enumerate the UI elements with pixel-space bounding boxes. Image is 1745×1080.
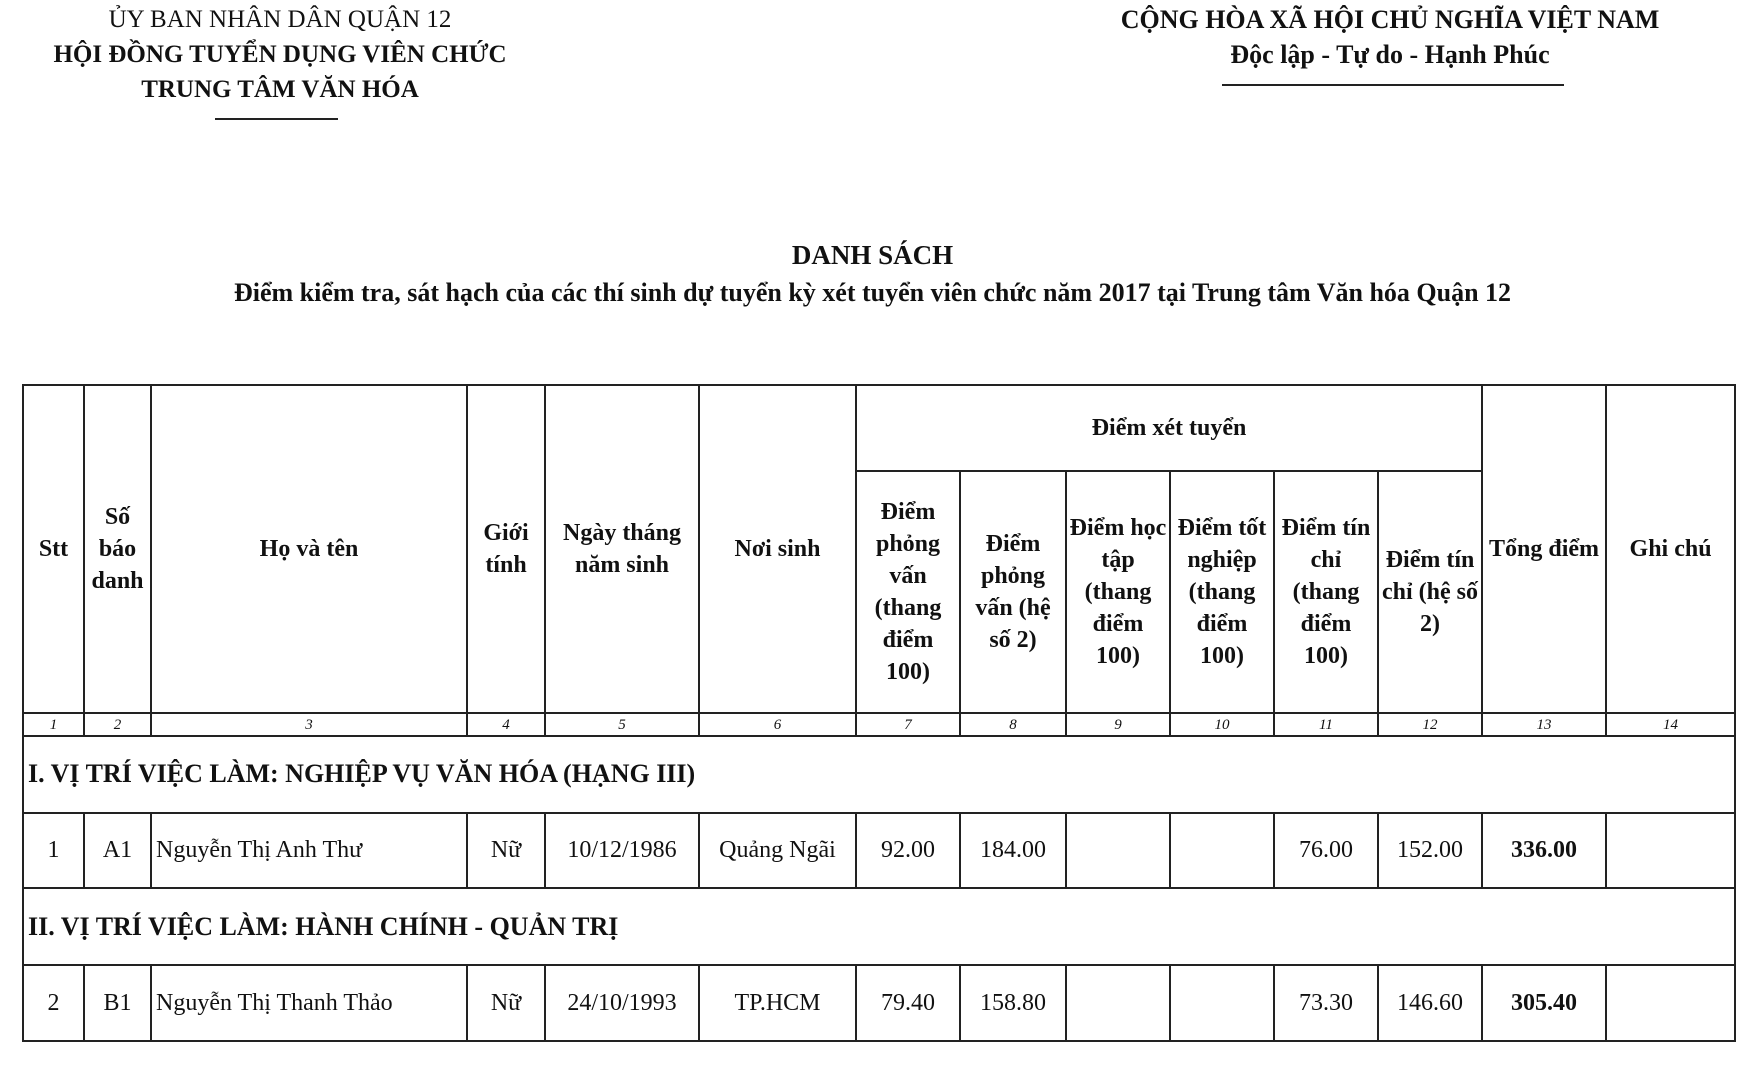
header-total: Tổng điểm	[1482, 385, 1606, 713]
column-number: 3	[151, 713, 467, 735]
section-row	[23, 736, 1735, 813]
header-right	[1100, 2, 1680, 72]
header-note: Ghi chú	[1606, 385, 1735, 713]
header-interview: Điểm phỏng vấn (thang điểm 100)	[856, 471, 960, 714]
column-number: 11	[1274, 713, 1378, 735]
section-row	[23, 888, 1735, 965]
header-credit: Điểm tín chỉ (thang điểm 100)	[1274, 471, 1378, 714]
cell-note	[1606, 965, 1735, 1041]
column-number: 1	[23, 713, 84, 735]
header-left	[20, 2, 540, 107]
cell-dob: 24/10/1993	[545, 965, 699, 1041]
table-row	[23, 813, 1735, 889]
header-gender: Giới tính	[467, 385, 545, 713]
header-sbd: Số báo danh	[84, 385, 151, 713]
cell-gender: Nữ	[467, 965, 545, 1041]
cell-interview-x2: 184.00	[960, 813, 1066, 889]
column-number: 6	[699, 713, 856, 735]
cell-interview-x2: 158.80	[960, 965, 1066, 1041]
column-number: 12	[1378, 713, 1482, 735]
header-row-1	[23, 385, 1735, 471]
column-number-row	[23, 713, 1735, 735]
cell-note	[1606, 813, 1735, 889]
cell-study	[1066, 965, 1170, 1041]
header-name: Họ và tên	[151, 385, 467, 713]
cell-graduation	[1170, 813, 1274, 889]
motto: Độc lập - Tự do - Hạnh Phúc	[1230, 40, 1550, 69]
column-number: 8	[960, 713, 1066, 735]
cell-sbd: B1	[84, 965, 151, 1041]
column-number: 4	[467, 713, 545, 735]
cell-stt: 1	[23, 813, 84, 889]
header-stt: Stt	[23, 385, 84, 713]
header-credit-x2: Điểm tín chỉ (hệ số 2)	[1378, 471, 1482, 714]
cell-credit-x2: 146.60	[1378, 965, 1482, 1041]
column-number: 10	[1170, 713, 1274, 735]
section-title: I. VỊ TRÍ VIỆC LÀM: NGHIỆP VỤ VĂN HÓA (HẠNG III)	[23, 736, 1735, 813]
cell-credit: 73.30	[1274, 965, 1378, 1041]
column-number: 13	[1482, 713, 1606, 735]
cell-dob: 10/12/1986	[545, 813, 699, 889]
column-number: 5	[545, 713, 699, 735]
document-subtitle: Điểm kiểm tra, sát hạch của các thí sinh dự tuyển kỳ xét tuyển viên chức năm 2017 tại Trung tâm Văn hóa Quận 12	[233, 278, 1512, 307]
cell-birthplace: Quảng Ngãi	[699, 813, 856, 889]
cell-total: 336.00	[1482, 813, 1606, 889]
header-study: Điểm học tập (thang điểm 100)	[1066, 471, 1170, 714]
header-left-underline	[215, 118, 338, 120]
cell-name: Nguyễn Thị Anh Thư	[151, 813, 467, 889]
cell-birthplace: TP.HCM	[699, 965, 856, 1041]
header-interview-x2: Điểm phỏng vấn (hệ số 2)	[960, 471, 1066, 714]
cell-stt: 2	[23, 965, 84, 1041]
cell-interview: 79.40	[856, 965, 960, 1041]
document-title: DANH SÁCH	[791, 240, 954, 270]
score-table-body	[23, 385, 1735, 1041]
section-title: II. VỊ TRÍ VIỆC LÀM: HÀNH CHÍNH - QUẢN TRỊ	[23, 888, 1735, 965]
cell-graduation	[1170, 965, 1274, 1041]
center-name: TRUNG TÂM VĂN HÓA	[141, 76, 419, 103]
cell-interview: 92.00	[856, 813, 960, 889]
cell-gender: Nữ	[467, 813, 545, 889]
header-birthplace: Nơi sinh	[699, 385, 856, 713]
column-number: 2	[84, 713, 151, 735]
header-right-underline	[1222, 84, 1564, 86]
column-number: 14	[1606, 713, 1735, 735]
cell-study	[1066, 813, 1170, 889]
header-dob: Ngày tháng năm sinh	[545, 385, 699, 713]
cell-total: 305.40	[1482, 965, 1606, 1041]
header-group: Điểm xét tuyển	[856, 385, 1482, 471]
score-table	[22, 384, 1736, 1042]
council-name: HỘI ĐỒNG TUYỂN DỤNG VIÊN CHỨC	[53, 41, 507, 68]
column-number: 7	[856, 713, 960, 735]
cell-sbd: A1	[84, 813, 151, 889]
cell-name: Nguyễn Thị Thanh Thảo	[151, 965, 467, 1041]
cell-credit-x2: 152.00	[1378, 813, 1482, 889]
column-number: 9	[1066, 713, 1170, 735]
header-graduation: Điểm tốt nghiệp (thang điểm 100)	[1170, 471, 1274, 714]
country-name: CỘNG HÒA XÃ HỘI CHỦ NGHĨA VIỆT NAM	[1120, 5, 1660, 34]
committee-name: ỦY BAN NHÂN DÂN QUẬN 12	[108, 6, 452, 33]
table-row	[23, 965, 1735, 1041]
cell-credit: 76.00	[1274, 813, 1378, 889]
